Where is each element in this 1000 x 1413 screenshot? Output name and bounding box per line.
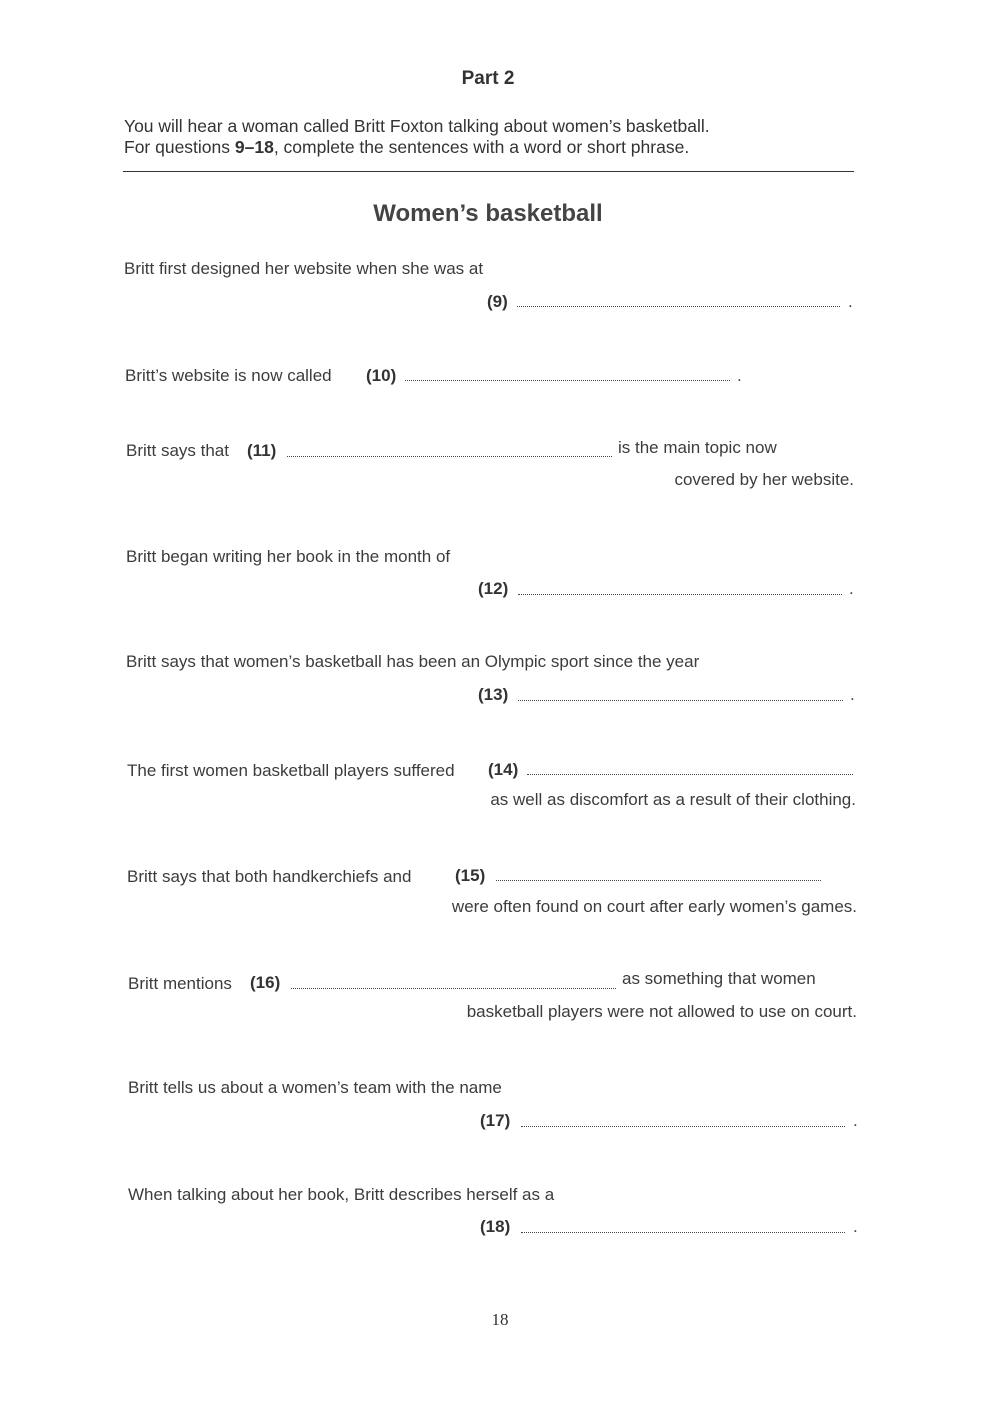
q9-text: Britt first designed her website when she was at <box>124 259 484 278</box>
q12-full-stop: . <box>849 579 854 598</box>
q17-full-stop: . <box>853 1111 858 1130</box>
q9-answer-blank[interactable] <box>517 306 840 307</box>
q18-answer-blank[interactable] <box>521 1232 845 1233</box>
q17-text: Britt tells us about a women’s team with the name <box>128 1078 502 1097</box>
q18-text: When talking about her book, Britt describes herself as a <box>128 1185 555 1204</box>
q12-text: Britt began writing her book in the month of <box>126 547 451 566</box>
q13-answer-blank[interactable] <box>518 700 843 701</box>
q16-number: (16) <box>250 973 281 992</box>
q12-number: (12) <box>478 579 509 598</box>
q11-text-after: is the main topic now <box>618 438 777 457</box>
page-title: Women’s basketball <box>373 200 603 227</box>
header-divider <box>123 171 854 172</box>
q15-text: Britt says that both handkerchiefs and <box>127 867 412 886</box>
q16-text: Britt mentions <box>128 974 232 993</box>
q15-answer-blank[interactable] <box>496 880 821 881</box>
q10-full-stop: . <box>737 366 742 385</box>
q14-text: The first women basketball players suffered <box>127 761 455 780</box>
q16-line2: basketball players were not allowed to use on court. <box>466 1002 857 1021</box>
q14-number: (14) <box>488 760 519 779</box>
q12-answer-blank[interactable] <box>518 594 842 595</box>
q11-line2: covered by her website. <box>674 470 854 489</box>
q15-number: (15) <box>455 866 486 885</box>
intro-pre: For questions <box>124 137 235 157</box>
q17-answer-blank[interactable] <box>521 1126 845 1127</box>
q11-answer-blank[interactable] <box>287 456 612 457</box>
intro-post: , complete the sentences with a word or short phrase. <box>273 137 690 157</box>
q11-text: Britt says that <box>126 441 229 460</box>
intro-line-1: You will hear a woman called Britt Foxton talking about women’s basketball. <box>124 116 710 136</box>
part-heading: Part 2 <box>461 68 515 89</box>
intro-line-2 <box>124 137 689 158</box>
q10-text: Britt’s website is now called <box>125 366 332 385</box>
q10-number: (10) <box>366 366 397 385</box>
q11-number: (11) <box>247 441 277 460</box>
q17-number: (17) <box>480 1111 511 1130</box>
q14-answer-blank[interactable] <box>527 774 853 775</box>
q13-number: (13) <box>478 685 509 704</box>
page-number: 18 <box>491 1310 509 1329</box>
q13-full-stop: . <box>850 685 855 704</box>
q15-line2: were often found on court after early women’s games. <box>451 897 857 916</box>
q9-full-stop: . <box>848 292 853 311</box>
q13-text: Britt says that women’s basketball has been an Olympic sport since the year <box>126 652 700 671</box>
q16-text-after: as something that women <box>622 969 816 988</box>
q10-answer-blank[interactable] <box>405 380 730 381</box>
intro-question-range: 9–18 <box>234 137 274 157</box>
q14-line2: as well as discomfort as a result of their clothing. <box>490 790 856 809</box>
q16-answer-blank[interactable] <box>291 988 616 989</box>
q9-number: (9) <box>487 292 508 311</box>
q18-number: (18) <box>480 1217 511 1236</box>
q18-full-stop: . <box>853 1217 858 1236</box>
